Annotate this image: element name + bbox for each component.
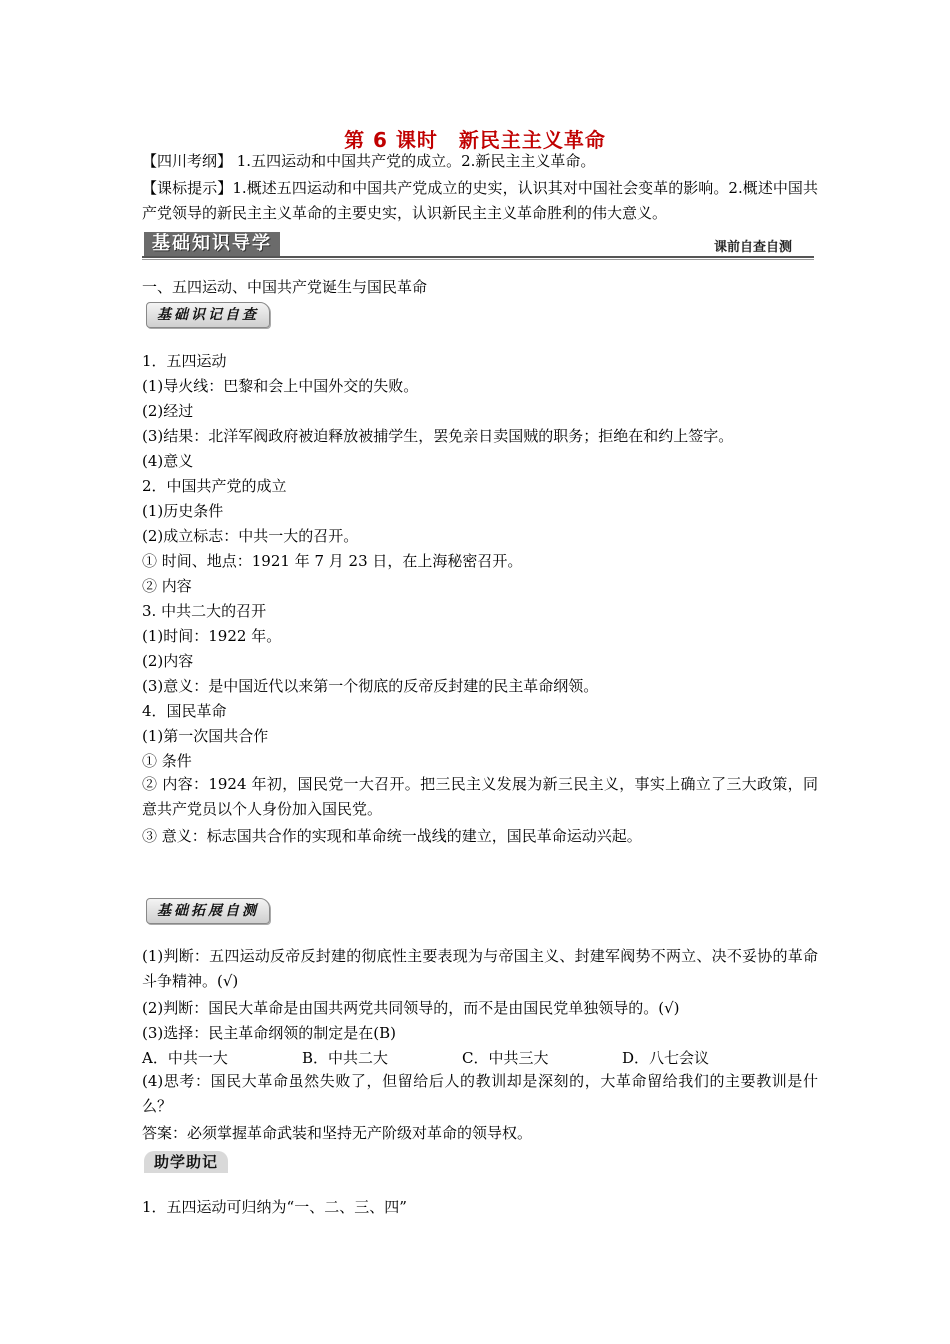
question-1: (1)判断：五四运动反帝反封建的彻底性主要表现为与帝国主义、封建军阀势不两立、决不妥协的革命斗争精神。(√) — [142, 947, 818, 990]
badge-zhuxue-zhuji: 助学助记 — [144, 1151, 228, 1173]
badge-jichu-tuozhan: 基础拓展自测 — [146, 898, 270, 924]
option-c: C．中共三大 — [462, 1049, 549, 1067]
section-rule — [142, 256, 814, 258]
yiyi-line: ③ 意义：标志国共合作的实现和革命统一战线的建立，国民革命运动兴起。 — [142, 827, 642, 845]
neirong-paragraph: ② 内容：1924 年初，国民党一大召开。把三民主义发展为新三民主义，事实上确立了三大政策，同意共产党员以个人身份加入国民党。 — [142, 775, 818, 818]
page-title: 第 6 课时 新民主主义革命 — [344, 128, 606, 152]
last-line: 1．五四运动可归纳为“一、二、三、四” — [142, 1198, 407, 1216]
option-b: B．中共二大 — [302, 1049, 389, 1067]
part1-heading: 一、五四运动、中国共产党诞生与国民革命 — [142, 278, 428, 296]
badge-jichu-shiji: 基础识记自查 — [146, 302, 270, 328]
question-3: (3)选择：民主革命纲领的制定是在(B) — [142, 1024, 396, 1042]
content-line: (2)经过 — [142, 402, 194, 420]
content-line: ① 条件 — [142, 752, 192, 770]
content-line: 4．国民革命 — [142, 702, 227, 720]
content-line: 1．五四运动 — [142, 352, 227, 370]
options-row — [142, 1047, 818, 1069]
content-line: 3. 中共二大的召开 — [142, 602, 267, 620]
content-line: (1)历史条件 — [142, 502, 224, 520]
option-a: A．中共一大 — [142, 1049, 228, 1067]
kaogang-line: 【四川考纲】 1.五四运动和中国共产党的成立。2.新民主主义革命。 — [142, 152, 596, 170]
content-line: ① 时间、地点：1921 年 7 月 23 日，在上海秘密召开。 — [142, 552, 523, 570]
content-line: (3)结果：北洋军阀政府被迫释放被捕学生，罢免亲日卖国贼的职务；拒绝在和约上签字。 — [142, 427, 734, 445]
content-line: (2)内容 — [142, 652, 194, 670]
tishi-paragraph: 【课标提示】1.概述五四运动和中国共产党成立的史实，认识其对中国社会变革的影响。2.概述中国共产党领导的新民主主义革命的主要史实，认识新民主主义革命胜利的伟大意义。 — [142, 179, 818, 222]
question-4: (4)思考：国民大革命虽然失败了，但留给后人的教训却是深刻的，大革命留给我们的主要教训是什么？ — [142, 1072, 818, 1115]
content-line: ② 内容 — [142, 577, 192, 595]
content-line: (4)意义 — [142, 452, 194, 470]
section-title: 基础知识导学 — [144, 232, 280, 256]
section-subtitle: 课前自查自测 — [713, 240, 792, 255]
content-line: (2)成立标志：中共一大的召开。 — [142, 527, 359, 545]
content-line: 2．中国共产党的成立 — [142, 477, 287, 495]
content-line: (1)第一次国共合作 — [142, 727, 269, 745]
content-line: (3)意义：是中国近代以来第一个彻底的反帝反封建的民主革命纲领。 — [142, 677, 599, 695]
section-rule-thin — [142, 259, 814, 260]
question-2: (2)判断：国民大革命是由国共两党共同领导的，而不是由国民党单独领导的。(√) — [142, 999, 680, 1017]
answer-line: 答案：必须掌握革命武装和坚持无产阶级对革命的领导权。 — [142, 1124, 533, 1142]
option-d: D．八七会议 — [622, 1049, 710, 1067]
section-header-bar — [142, 232, 814, 260]
content-line: (1)导火线：巴黎和会上中国外交的失败。 — [142, 377, 419, 395]
content-line: (1)时间：1922 年。 — [142, 627, 282, 645]
